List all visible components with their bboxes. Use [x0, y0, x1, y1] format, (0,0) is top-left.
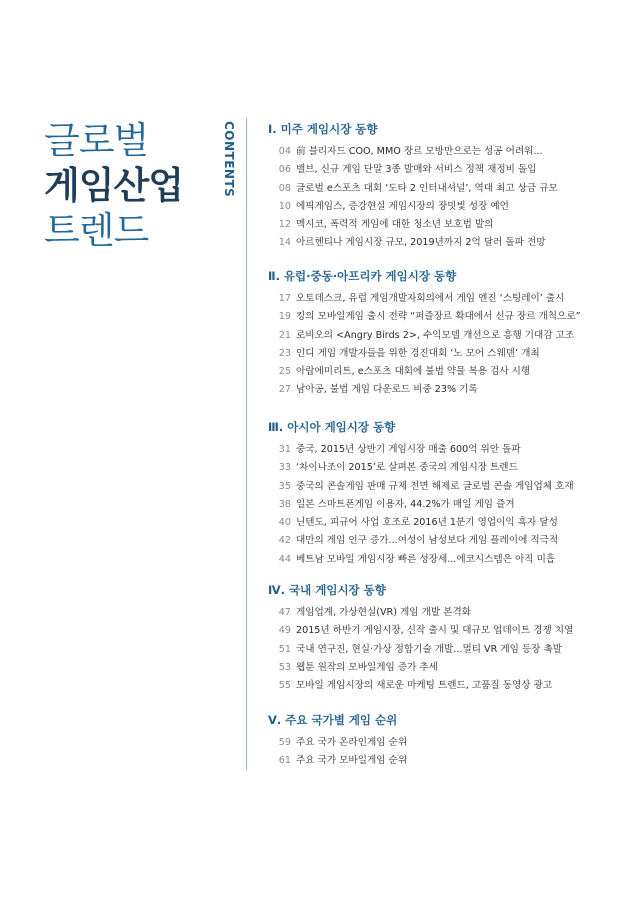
page-number: 61 [278, 755, 291, 767]
page-number: 47 [278, 607, 291, 618]
entry-title: 게임업계, 가상현실(VR) 게임 개발 본격화 [296, 607, 471, 618]
entry-title: 대만의 게임 인구 증가...여성이 남성보다 게임 플레이에 적극적 [296, 535, 559, 547]
toc-section-2 [265, 268, 625, 400]
toc-entry[interactable] [265, 734, 625, 752]
entry-title: 남아공, 불법 게임 다운로드 비중 23% 기록 [296, 384, 478, 396]
entry-title: 베트남 모바일 게임시장 빠른 성장세...에코시스템은 아직 미흡 [296, 553, 556, 565]
toc-entry[interactable] [265, 459, 625, 477]
page-number: 21 [278, 329, 291, 341]
page-number: 14 [278, 237, 291, 249]
toc-section-4 [265, 582, 625, 695]
page-number: 51 [278, 643, 291, 655]
toc-entry[interactable] [265, 641, 625, 659]
page-number: 53 [278, 661, 291, 673]
toc-section-3 [265, 419, 625, 569]
entry-title: 닌텐도, 피규어 사업 호조로 2016년 1분기 영업이익 흑자 달성 [296, 517, 558, 529]
page-number: 31 [278, 444, 291, 455]
toc-entry[interactable] [265, 345, 625, 363]
entry-title: ‘차이나조이 2015’로 살펴본 중국의 게임시장 트렌드 [296, 462, 518, 474]
toc-section-1 [265, 121, 625, 253]
entry-title: 아랍에미리트, e스포츠 대회에 불법 약물 복용 검사 시행 [296, 366, 531, 378]
page-number: 42 [278, 535, 291, 547]
toc-entry[interactable] [265, 234, 625, 252]
toc-entry[interactable] [265, 308, 625, 326]
cover-title [44, 118, 183, 253]
entry-title: 모바일 게임시장의 새로운 마케팅 트렌드, 고품질 동영상 광고 [296, 680, 553, 692]
toc-entry[interactable] [265, 180, 625, 198]
toc-entry[interactable] [265, 478, 625, 496]
page-number: 17 [278, 293, 291, 304]
page-number: 04 [278, 146, 291, 157]
page-number: 35 [278, 480, 291, 492]
entry-title: 인디 게임 개발자들을 위한 경진대회 ‘노 모어 스웨덴’ 개최 [296, 347, 540, 359]
toc-entry[interactable] [265, 532, 625, 550]
page-number: 49 [278, 625, 291, 637]
entry-title: 일본 스마트폰게임 이용자, 44.2%가 매일 게임 즐겨 [296, 498, 515, 510]
section-title: Ⅳ. 국내 게임시장 동향 [268, 583, 386, 597]
toc-entry[interactable] [265, 143, 625, 161]
toc-entry[interactable] [265, 659, 625, 677]
toc-entry[interactable] [265, 290, 625, 308]
section-title: Ⅲ. 아시아 게임시장 동향 [268, 420, 396, 434]
page-number: 25 [278, 366, 291, 378]
contents-label: CONTENTS [222, 121, 236, 198]
entry-title: 2015년 하반기 게임시장, 신작 출시 및 대규모 업데이트 경쟁 치열 [296, 625, 574, 637]
toc-entry[interactable] [265, 198, 625, 216]
entry-title: 에픽게임스, 증강현실 게임시장의 장밋빛 성장 예언 [296, 200, 509, 212]
page-number: 55 [278, 680, 291, 692]
page-number: 59 [278, 737, 291, 748]
toc-entry[interactable] [265, 216, 625, 234]
title-line-2: 게임산업 [44, 164, 183, 207]
toc-entry[interactable] [265, 363, 625, 381]
page-number: 27 [278, 384, 291, 396]
page-number: 19 [278, 311, 291, 323]
entry-title: 웹툰 원작의 모바일게임 증가 추세 [296, 661, 438, 673]
toc-entry[interactable] [265, 752, 625, 770]
page-number: 06 [278, 164, 291, 176]
entry-title: 킹의 모바일게임 출시 전략 “퍼즐장르 확대에서 신규 장르 개척으로” [296, 311, 581, 323]
section-title: Ⅰ. 미주 게임시장 동향 [268, 122, 378, 136]
title-line-1: 글로벌 [44, 119, 149, 162]
toc-entry[interactable] [265, 622, 625, 640]
section-title: Ⅴ. 주요 국가별 게임 순위 [268, 713, 398, 727]
entry-title: 주요 국가 모바일게임 순위 [296, 755, 408, 767]
toc-entry[interactable] [265, 551, 625, 569]
entry-title: 중국, 2015년 상반기 게임시장 매출 600억 위안 돌파 [296, 444, 521, 455]
toc-entry[interactable] [265, 161, 625, 179]
toc-entry[interactable] [265, 677, 625, 695]
toc-entry[interactable] [265, 514, 625, 532]
toc-entry[interactable] [265, 496, 625, 514]
entry-title: 국내 연구진, 현실·가상 정합기술 개발...멀티 VR 게임 등장 촉발 [296, 643, 563, 655]
page-number: 40 [278, 517, 291, 529]
page-number: 38 [278, 498, 291, 510]
page-number: 12 [278, 219, 291, 231]
entry-title: 글로벌 e스포츠 대회 ‘도타 2 인터내셔널’, 역대 최고 상금 규모 [296, 182, 558, 194]
toc-section-5 [265, 712, 625, 771]
page-number: 23 [278, 347, 291, 359]
page-number: 10 [278, 200, 291, 212]
toc-entry[interactable] [265, 441, 625, 459]
entry-title: 前 블리자드 COO, MMO 장르 모방만으로는 성공 어려워... [296, 146, 543, 157]
section-title: Ⅱ. 유럽·중동·아프리카 게임시장 동향 [268, 269, 457, 283]
entry-title: 로비오의 <Angry Birds 2>, 수익모델 개선으로 흥행 기대감 고조 [296, 329, 575, 341]
page-number: 33 [278, 462, 291, 474]
page-number: 44 [278, 553, 291, 565]
divider-line [246, 118, 247, 770]
entry-title: 밸브, 신규 게임 단말 3종 발매와 서비스 정책 재정비 돌입 [296, 164, 537, 176]
entry-title: 중국의 콘솔게임 판매 규제 전면 해제로 글로벌 콘솔 게임업체 호재 [296, 480, 574, 492]
entry-title: 아르헨티나 게임시장 규모, 2019년까지 2억 달러 돌파 전망 [296, 237, 546, 249]
title-line-3: 트렌드 [44, 209, 149, 252]
page-number: 08 [278, 182, 291, 194]
entry-title: 오토데스크, 유럽 게임개발자회의에서 게임 엔진 ‘스팅레이’ 출시 [296, 293, 565, 304]
toc-entry[interactable] [265, 327, 625, 345]
toc-entry[interactable] [265, 381, 625, 399]
entry-title: 멕시코, 폭력적 게임에 대한 청소년 보호법 발의 [296, 219, 494, 231]
toc-entry[interactable] [265, 604, 625, 622]
entry-title: 주요 국가 온라인게임 순위 [296, 737, 408, 748]
